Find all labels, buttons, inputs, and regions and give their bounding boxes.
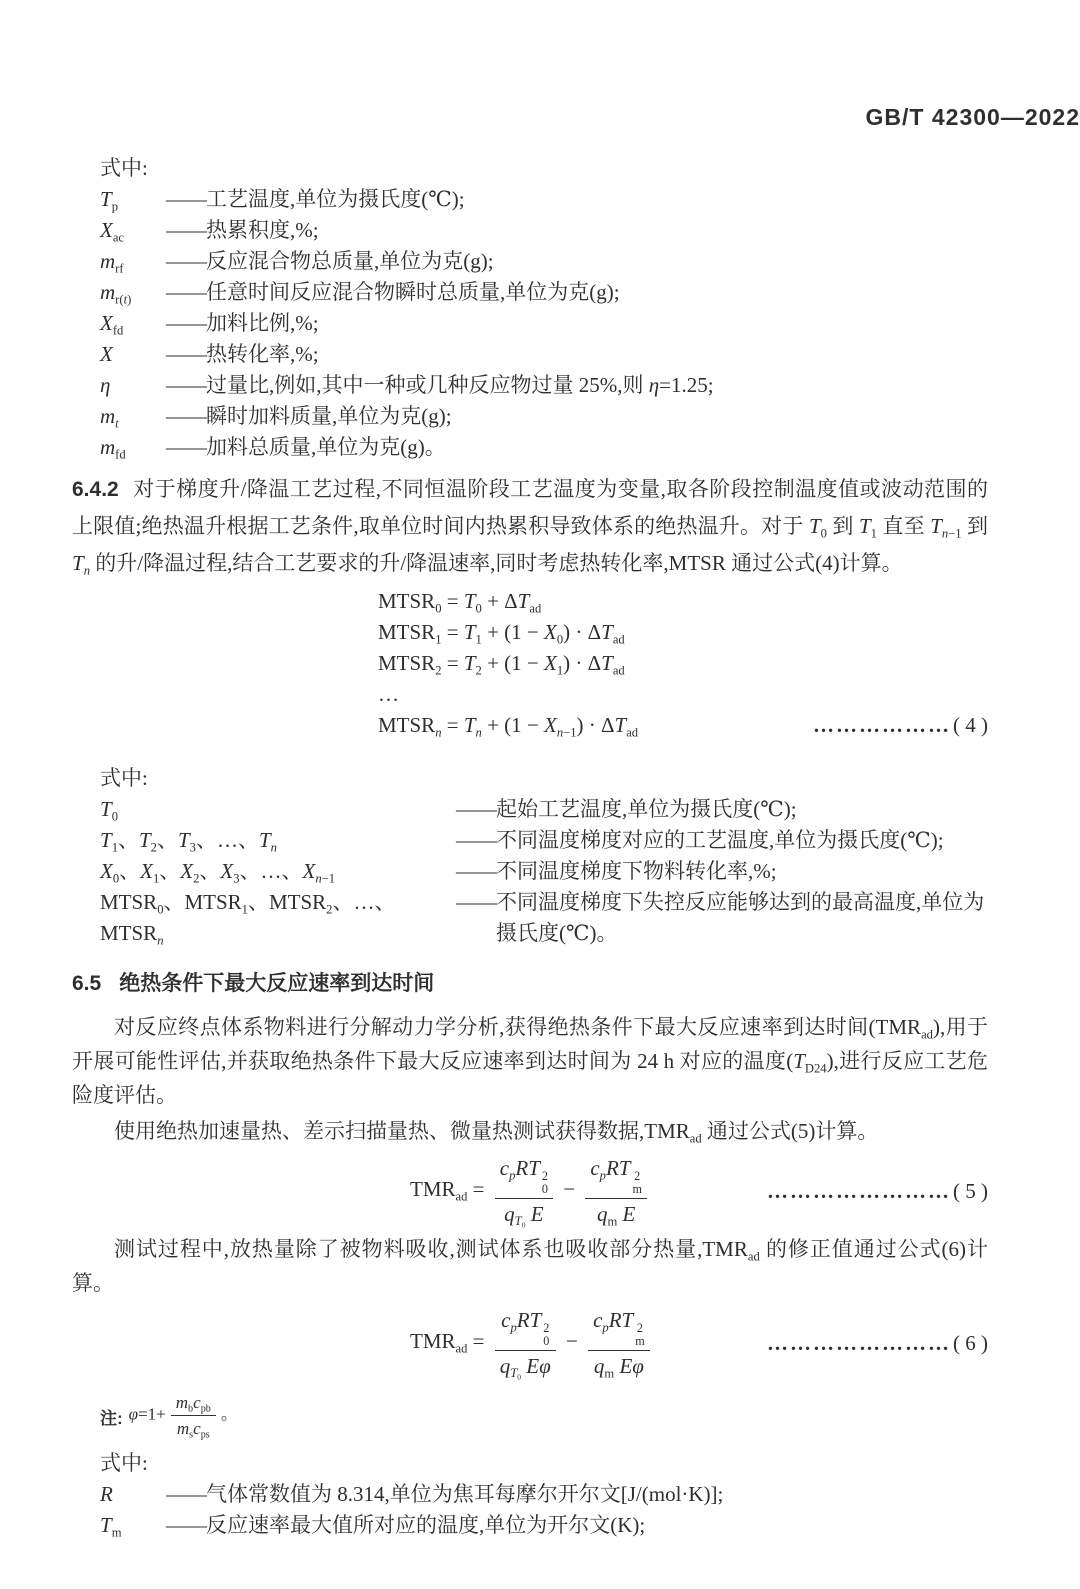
equation-group-4 bbox=[378, 586, 988, 741]
symbol-description: 热累积度,%; bbox=[206, 218, 319, 242]
symbol: $T_p$ bbox=[100, 187, 118, 214]
table-row bbox=[100, 184, 988, 215]
symbol-description: 加料比例,%; bbox=[206, 311, 319, 335]
equation-line: $MTSR_1 = T_1 + (1 - X_0) \cdot \Delta T_{ad}$ bbox=[378, 620, 625, 647]
note-formula: φ=1+ $\frac{m_bc_{pb}}{m_sc_{ps}}$ 。 bbox=[128, 1393, 238, 1441]
symbol-description: 不同温度梯度下物料转化率,%; bbox=[496, 859, 777, 883]
equation-number: ( 4 ) bbox=[953, 713, 988, 737]
symbol: $X_{fd}$ bbox=[100, 311, 124, 338]
equation-leader bbox=[767, 1331, 988, 1356]
equation-body: $TMR_{ad}$ = $c_pRT$ 2 0 $q_{T_0}$ E − $c_pRT$ 2 m $q_m$ E bbox=[410, 1156, 652, 1226]
symbol-description: 热转化率,%; bbox=[206, 342, 319, 366]
equation-line: $MTSR_0 = T_0 + \Delta T_{ad}$ bbox=[378, 589, 542, 616]
symbol: $T_m$ bbox=[100, 1513, 122, 1540]
paragraph: 测试过程中,放热量除了被物料吸收,测试体系也吸收部分热量$,TMR_{ad}$ 的修正值通过公式(6)计算。 bbox=[72, 1237, 988, 1295]
equation-line bbox=[378, 710, 988, 741]
equation-5 bbox=[72, 1154, 988, 1228]
definition-dash: —— bbox=[456, 797, 496, 821]
where-label-3: 式中: bbox=[100, 1451, 148, 1475]
note bbox=[100, 1390, 988, 1442]
section-heading-6-5 bbox=[72, 967, 988, 1000]
symbol-description: 反应速率最大值所对应的温度,单位为开尔文(K); bbox=[206, 1513, 646, 1537]
equation-ellipsis-line: … bbox=[378, 682, 399, 706]
equation-line: $MTSR_2 = T_2 + (1 - X_1) \cdot \Delta T_{ad}$ bbox=[378, 651, 625, 678]
equation-body: $MTSR_n = T_n + (1 - X_{n-1}) \cdot \Delta T_{ad}$ bbox=[378, 713, 639, 740]
paragraph-text: 对于梯度升/降温工艺过程,不同恒温阶段工艺温度为变量,取各阶段控制温度值或波动范围的上限值;绝热温升根据工艺条件,取单位时间内热累积导致体系的绝热温升。对于 $T_0$ 到 $T_1$ 直至 $T_{n-1}$ 到 $T_n$ 的升/降温过程,结合工艺要求的升/降温速率,同时考虑热转化率,MTSR 通过公式(4)计算。 bbox=[72, 477, 989, 578]
table-row bbox=[100, 215, 988, 246]
symbol: $m_{fd}$ bbox=[100, 435, 126, 462]
definition-dash: —— bbox=[166, 435, 206, 459]
table-row bbox=[100, 856, 988, 887]
symbol-description: 过量比,例如,其中一种或几种反应物过量 25%,则 η=1.25; bbox=[206, 373, 714, 397]
symbol: $m_{r(t)}$ bbox=[100, 280, 132, 307]
equation-number: ( 5 ) bbox=[953, 1178, 988, 1203]
section-number: 6.4.2 bbox=[72, 478, 119, 501]
definition-dash: —— bbox=[166, 342, 206, 366]
symbol: η bbox=[100, 373, 111, 397]
table-row bbox=[100, 370, 988, 401]
definition-dash: —— bbox=[166, 373, 206, 397]
symbol-description: 起始工艺温度,单位为摄氏度(℃); bbox=[496, 797, 797, 821]
table-row bbox=[100, 1510, 988, 1541]
where-label-1: 式中: bbox=[100, 156, 148, 180]
symbol-definition-list-3 bbox=[72, 1479, 988, 1541]
standard-number-header: GB/T 42300—2022 bbox=[865, 104, 1080, 130]
paragraph: 使用绝热加速量热、差示扫描量热、微量热测试获得数据$,TMR_{ad}$ 通过公式(5)计算。 bbox=[114, 1119, 879, 1146]
definition-dash: —— bbox=[166, 311, 206, 335]
table-row bbox=[100, 401, 988, 432]
symbol: X bbox=[100, 342, 113, 366]
symbol: $MTSR_0$、$MTSR_1$、$MTSR_2$、…、$MTSR_n$ bbox=[100, 890, 396, 948]
definition-dash: —— bbox=[166, 1513, 206, 1537]
symbol-description: 加料总质量,单位为克(g)。 bbox=[206, 435, 446, 459]
symbol: R bbox=[100, 1482, 113, 1506]
paragraph: 对反应终点体系物料进行分解动力学分析,获得绝热条件下最大反应速率到达时间$(TMR_{ad})$,用于开展可能性评估,并获取绝热条件下最大反应速率到达时间为 24 h 对应的温度$(T_{D24})$,进行反应工艺危险度评估。 bbox=[72, 1015, 988, 1107]
symbol: $m_{rf}$ bbox=[100, 249, 124, 276]
definition-dash: —— bbox=[166, 1482, 206, 1506]
equation-6 bbox=[72, 1306, 988, 1380]
definition-dash: —— bbox=[456, 859, 496, 883]
table-row bbox=[100, 308, 988, 339]
where-label-2: 式中: bbox=[100, 766, 148, 790]
symbol: $X_{ac}$ bbox=[100, 218, 125, 245]
symbol: $X_0$、$X_1$、$X_2$、$X_3$、…、$X_{n-1}$ bbox=[100, 859, 336, 886]
symbol-description: 不同温度梯度对应的工艺温度,单位为摄氏度(℃); bbox=[496, 828, 944, 852]
symbol-description: 不同温度梯度下失控反应能够达到的最高温度,单位为摄氏度(℃)。 bbox=[496, 890, 985, 945]
symbol-description: 瞬时加料质量,单位为克(g); bbox=[206, 404, 452, 428]
leader-dots: ……………… bbox=[813, 713, 951, 737]
definition-dash: —— bbox=[166, 187, 206, 211]
leader-dots: …………………… bbox=[767, 1178, 951, 1203]
equation-leader bbox=[767, 1179, 988, 1204]
table-row bbox=[100, 432, 988, 463]
leader-dots: …………………… bbox=[767, 1330, 951, 1355]
table-row bbox=[100, 246, 988, 277]
symbol-description: 工艺温度,单位为摄氏度(℃); bbox=[206, 187, 465, 211]
definition-dash: —— bbox=[456, 828, 496, 852]
page-content bbox=[0, 153, 1080, 1541]
equation-number: ( 6 ) bbox=[953, 1330, 988, 1355]
symbol: $T_0$ bbox=[100, 797, 118, 824]
definition-dash: —— bbox=[166, 404, 206, 428]
definition-dash: —— bbox=[166, 249, 206, 273]
table-row bbox=[100, 1479, 988, 1510]
paragraph-6-4-2 bbox=[72, 471, 988, 582]
symbol-definition-list-1 bbox=[72, 184, 988, 463]
note-label: 注: bbox=[100, 1408, 123, 1428]
equation-leader bbox=[813, 710, 988, 741]
symbol: $T_1$、$T_2$、$T_3$、…、$T_n$ bbox=[100, 828, 277, 855]
table-row bbox=[100, 825, 988, 856]
table-row bbox=[100, 794, 988, 825]
symbol: $m_t$ bbox=[100, 404, 119, 431]
symbol-definition-list-2 bbox=[72, 794, 988, 949]
symbol-description: 任意时间反应混合物瞬时总质量,单位为克(g); bbox=[206, 280, 620, 304]
definition-dash: —— bbox=[456, 890, 496, 914]
table-row bbox=[100, 277, 988, 308]
symbol-description: 反应混合物总质量,单位为克(g); bbox=[206, 249, 494, 273]
symbol-description: 气体常数值为 8.314,单位为焦耳每摩尔开尔文[J/(mol·K)]; bbox=[206, 1482, 724, 1506]
definition-dash: —— bbox=[166, 280, 206, 304]
heading-number: 6.5 bbox=[72, 972, 102, 995]
heading-title: 绝热条件下最大反应速率到达时间 bbox=[119, 972, 435, 995]
definition-dash: —— bbox=[166, 218, 206, 242]
equation-body: $TMR_{ad}$ = $c_pRT$ 2 0 $q_{T_0}$ Eφ − $c_pRT$ 2 m $q_m$ Eφ bbox=[410, 1308, 655, 1378]
table-row bbox=[100, 887, 988, 949]
table-row bbox=[100, 339, 988, 370]
